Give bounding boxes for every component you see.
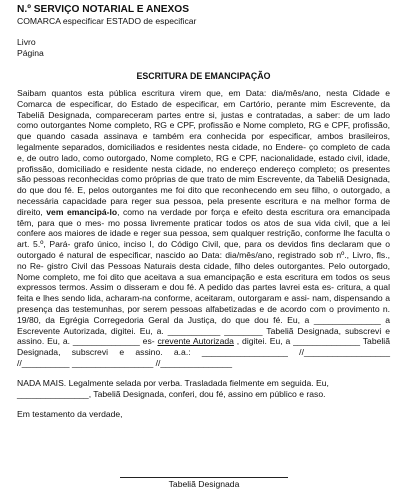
- closing-line: _______________, Tabeliã Designada, conferi, dou fé, assino em público e raso.: [17, 388, 326, 399]
- body-line: acordo com o provimento n. 19/80, da Egrégia Corregedoria Geral da Justiça, do que dou: [17, 303, 390, 325]
- closing-line: NADA MAIS. Legalmente selada por verba. Trasladada fielmente em seguida. Eu,: [17, 377, 329, 388]
- body-line: Saibam quantos esta pública escritura virem que, em Data: dia/mês/ano, nesta Cidade e: [17, 88, 390, 98]
- office-subtitle: COMARCA especificar ESTADO de especificar: [17, 16, 197, 26]
- body-line: gistro Civil das Pessoas Naturais desta cidade, filho deles outorgantes. Pelo outorgado,: [46, 260, 390, 271]
- document-title: ESCRITURA DE EMANCIPAÇÃO: [136, 71, 271, 81]
- body-line: lado como outorgantes Nome completo, RG e CPF, profissão e Nome completo, RG: [17, 109, 390, 131]
- body-line: CPF, nacionalidade, estado civil, idade, profissão, domiciliado e residente nesta cidade, no: [17, 152, 391, 174]
- body-line: critura, a qual feita e lhes sendo lida, acharam-na conforme, aceitaram, outorgaram e assi-: [17, 282, 390, 304]
- page-label: Página: [17, 48, 44, 58]
- body-line: mo possa livremente praticar todos os atos de sua vida civil, que a lei confere aos maiores: [17, 217, 390, 239]
- body-line: grafo único, inciso I, do Código Civil, que, para os devidos fins declaram que o outorgado é: [17, 239, 391, 260]
- body-line: natural de especificar, nascido ao Data: dia/mês/ano, registrado sob nº., Livro, fls., no Re-: [17, 249, 390, 271]
- signature-line: [120, 477, 288, 478]
- body-line: ________ Tabeliã Designada, subscrevi e assino. Eu, a. ______________ es-: [17, 325, 390, 347]
- body-line: e assino. a.a.: __________________ //__________________ //__________: [17, 347, 390, 368]
- body-line: da Tabeliã Designada, compareceram partes entre si, justas e contratadas, a saber: de um: [17, 98, 390, 120]
- body-line: ço completo de cada e, de outro lado, como outorgado, Nome completo, RG e: [17, 141, 391, 163]
- body-line: endereço endereço completo; os presentes são pessoas reconhecidas como próprias de: [17, 163, 391, 185]
- testimony-line: Em testamento da verdade,: [17, 408, 123, 419]
- body-line: e CPF, profissão, que quando casada assinava e também era conhecida por especificar,: [17, 120, 390, 142]
- body-line: como na verdade por força e efeito desta escritura ora emancipada têm, para que o mes-: [17, 206, 390, 228]
- document-body: [17, 88, 390, 369]
- body-line: os seus expressos termos. Assim o disseram e dou fé. A pedido das partes lavrei esta es-: [17, 271, 391, 293]
- body-line: _________________ //_______________: [71, 357, 233, 368]
- body-line: , digitei. Eu, a ______________ Tabeliã Designada, subscrevi: [17, 336, 390, 358]
- emphasis-phrase: vem emancipá-lo: [46, 206, 118, 217]
- body-line: Comarca de especificar, do Estado de especificar, em Cartório, perante mim Escrevente,: [17, 98, 377, 109]
- body-line: nam, dispensando a presença das testemunhas, por serem pessoas alfabetizadas e de: [17, 293, 391, 314]
- body-line: fé. Eu, a ______________ a Escrevente Autorizada, digitei. Eu, a. ___________: [17, 314, 390, 336]
- underlined-phrase: crevente Autorizada: [157, 336, 234, 347]
- body-line: Nome completo, me foi dito que aceitava a sua emancipação e esta escritura em todos: [17, 271, 357, 282]
- office-title: N.º SERVIÇO NOTARIAL E ANEXOS: [17, 4, 190, 15]
- body-line: de idade e reger sua pessoa, sem qualquer restrição, conforme lhe faculta o art. 5.º, Pará-: [17, 228, 390, 250]
- body-line: que trato de mim Escrevente, da Tabeliã Designada, do que dou fé. E, pelos outorgantes: [17, 174, 390, 196]
- closing-paragraph: [17, 378, 390, 400]
- book-label: Livro: [17, 37, 36, 47]
- emphasis-suffix: ,: [117, 206, 120, 217]
- body-line: reger sua pessoa, pela presente escritura e na melhor forma de direito,: [17, 195, 390, 217]
- body-line: me foi dito que reconhecendo em seu filho, o outorgado, a necessária capacidade para: [17, 185, 391, 206]
- signature-label: Tabeliã Designada: [168, 479, 240, 489]
- body-line: ambos brasileiros, legalmente separados, domiciliados e residentes nesta cidade, no Endere-: [17, 131, 391, 152]
